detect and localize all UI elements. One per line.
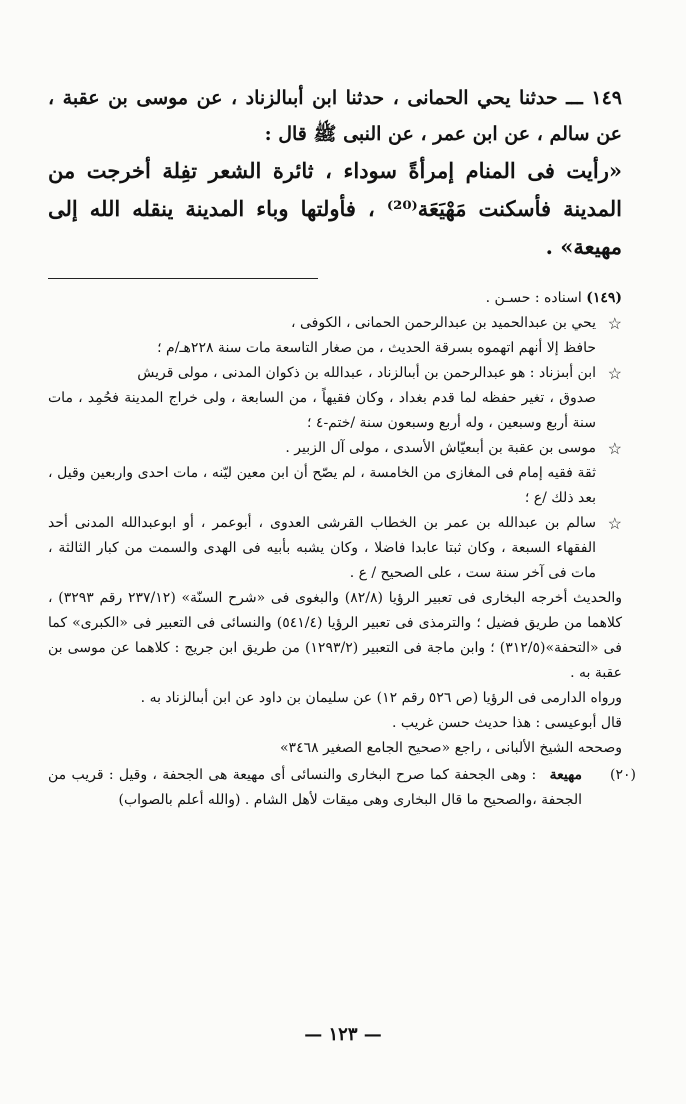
narrator-entry	[48, 436, 622, 511]
narrator-line: ابن أبىزناد : هو عبدالرحمن بن أبىالزناد ، عبدالله بن ذكوان المدنى ، مولى قريش	[137, 365, 596, 381]
narrator-line: حافظ إلا أنهم اتهموه بسرقة الحديث ، من صغار التاسعة مات سنة ٢٢٨هـ/م ؛	[157, 340, 596, 356]
narrator-entry	[48, 361, 622, 436]
footnote-word: مهيعة	[549, 767, 583, 783]
narrator-entry	[48, 311, 622, 361]
tirmidhi-ruling: قال أبوعيسى : هذا حديث حسن غريب .	[392, 715, 622, 731]
footnote-text: : وهى الجحفة كما صرح البخارى والنسائى أى مهيعة هى الجحفة ، وقيل : قريب من الجحفة ،والصحيح ما قال البخارى وهى ميقات لأهل الشام . (والله أعلم بالصواب)	[48, 767, 582, 808]
star-icon: ☆	[607, 514, 622, 533]
hadith-matn: «رأيت فى المنام إمرأةً سوداء ، ثائرة الشعر تفِلة أخرجت من المدينة فأسكنت مَهْيَعَة⁽²⁰⁾ ، فأولتها وباء المدينة ينقله الله إلى مهيعة» .	[48, 158, 622, 259]
hadith-block	[48, 80, 622, 266]
commentary-heading	[48, 286, 622, 311]
narrator-line: ثقة فقيه إمام فى المغازى من الخامسة ، لم يصّح أن ابن معين ليّنه ، مات احدى واربعين وقيل ، بعد ذلك /ع ؛	[48, 465, 596, 506]
takhrij-paragraph: والحديث أخرجه البخارى فى تعبير الرؤيا (٨٢/٨) والبغوى فى «شرح السنّة» (٢٣٧/١٢ رقم ٣٢٩٣) ، كلاهما من طريق فضيل ؛ والترمذى فى تعبير الرؤيا (٥٤١/٤) والنسائى فى التعبير فى «الكبرى» كما فى «التحفة»(٣١٢/٥) ؛ وابن ماجة فى التعبير (١٢٩٣/٢) من طريق ابن جريج : كلاهما عن موسى بن عقبة به .	[48, 590, 623, 681]
narrator-line: يحي بن عبدالحميد بن عبدالرحمن الحمانى ، الكوفى ،	[291, 315, 596, 331]
star-icon: ☆	[607, 314, 622, 333]
narrator-line: سالم بن عبدالله بن عمر بن الخطاب القرشى العدوى ، أبوعمر ، أو ابوعبدالله المدنى أحد الفقهاء السبعة ، وكان ثبتا عابدا فاضلا ، وكان يشبه بأبيه فى الهدى والسمت من كبار الثالثة ، مات فى آخر سنة ست ، على الصحيح / ع .	[48, 515, 596, 581]
takhrij-paragraph: ورواه الدارمى فى الرؤيا (ص ٥٢٦ رقم ١٢) عن سليمان بن داود عن ابن أبىالزناد به .	[140, 690, 622, 706]
commentary-heading-number: (١٤٩)	[586, 290, 622, 306]
commentary-section	[48, 286, 636, 813]
star-icon: ☆	[607, 439, 622, 458]
separator-rule	[48, 278, 318, 279]
footnote-mark: (٢٠)	[610, 767, 636, 783]
star-icon: ☆	[607, 364, 622, 383]
narrator-entry	[48, 511, 622, 586]
page-number: — ١٢٣ —	[304, 1024, 382, 1045]
hadith-dash: ـــ	[557, 87, 583, 109]
page-body	[48, 80, 622, 266]
narrator-line: موسى بن عقبة بن أبىعيّاش الأسدى ، مولى آل الزبير .	[285, 440, 596, 456]
albani-ruling: وصححه الشيخ الألبانى ، راجع «صحيح الجامع الصغير ٣٤٦٨»	[279, 740, 622, 756]
hadith-number: ١٤٩	[591, 87, 622, 109]
commentary-heading-text: اسناده : حسـن .	[485, 290, 582, 306]
footnote	[48, 763, 636, 813]
hadith-isnad: حدثنا يحي الحمانى ، حدثنا ابن أبىالزناد ، عن موسى بن عقبة ، عن سالم ، عن ابن عمر ، عن النبى ﷺ قال :	[48, 87, 622, 145]
narrator-line: صدوق ، تغير حفظه لما قدم بغداد ، وكان فقيهاً ، من السابعة ، ولى خراج المدينة فحُمِد ، مات سنة أربع وسبعين ، وله أربع وسبعون سنة /ختم-٤ ؛	[48, 390, 596, 431]
